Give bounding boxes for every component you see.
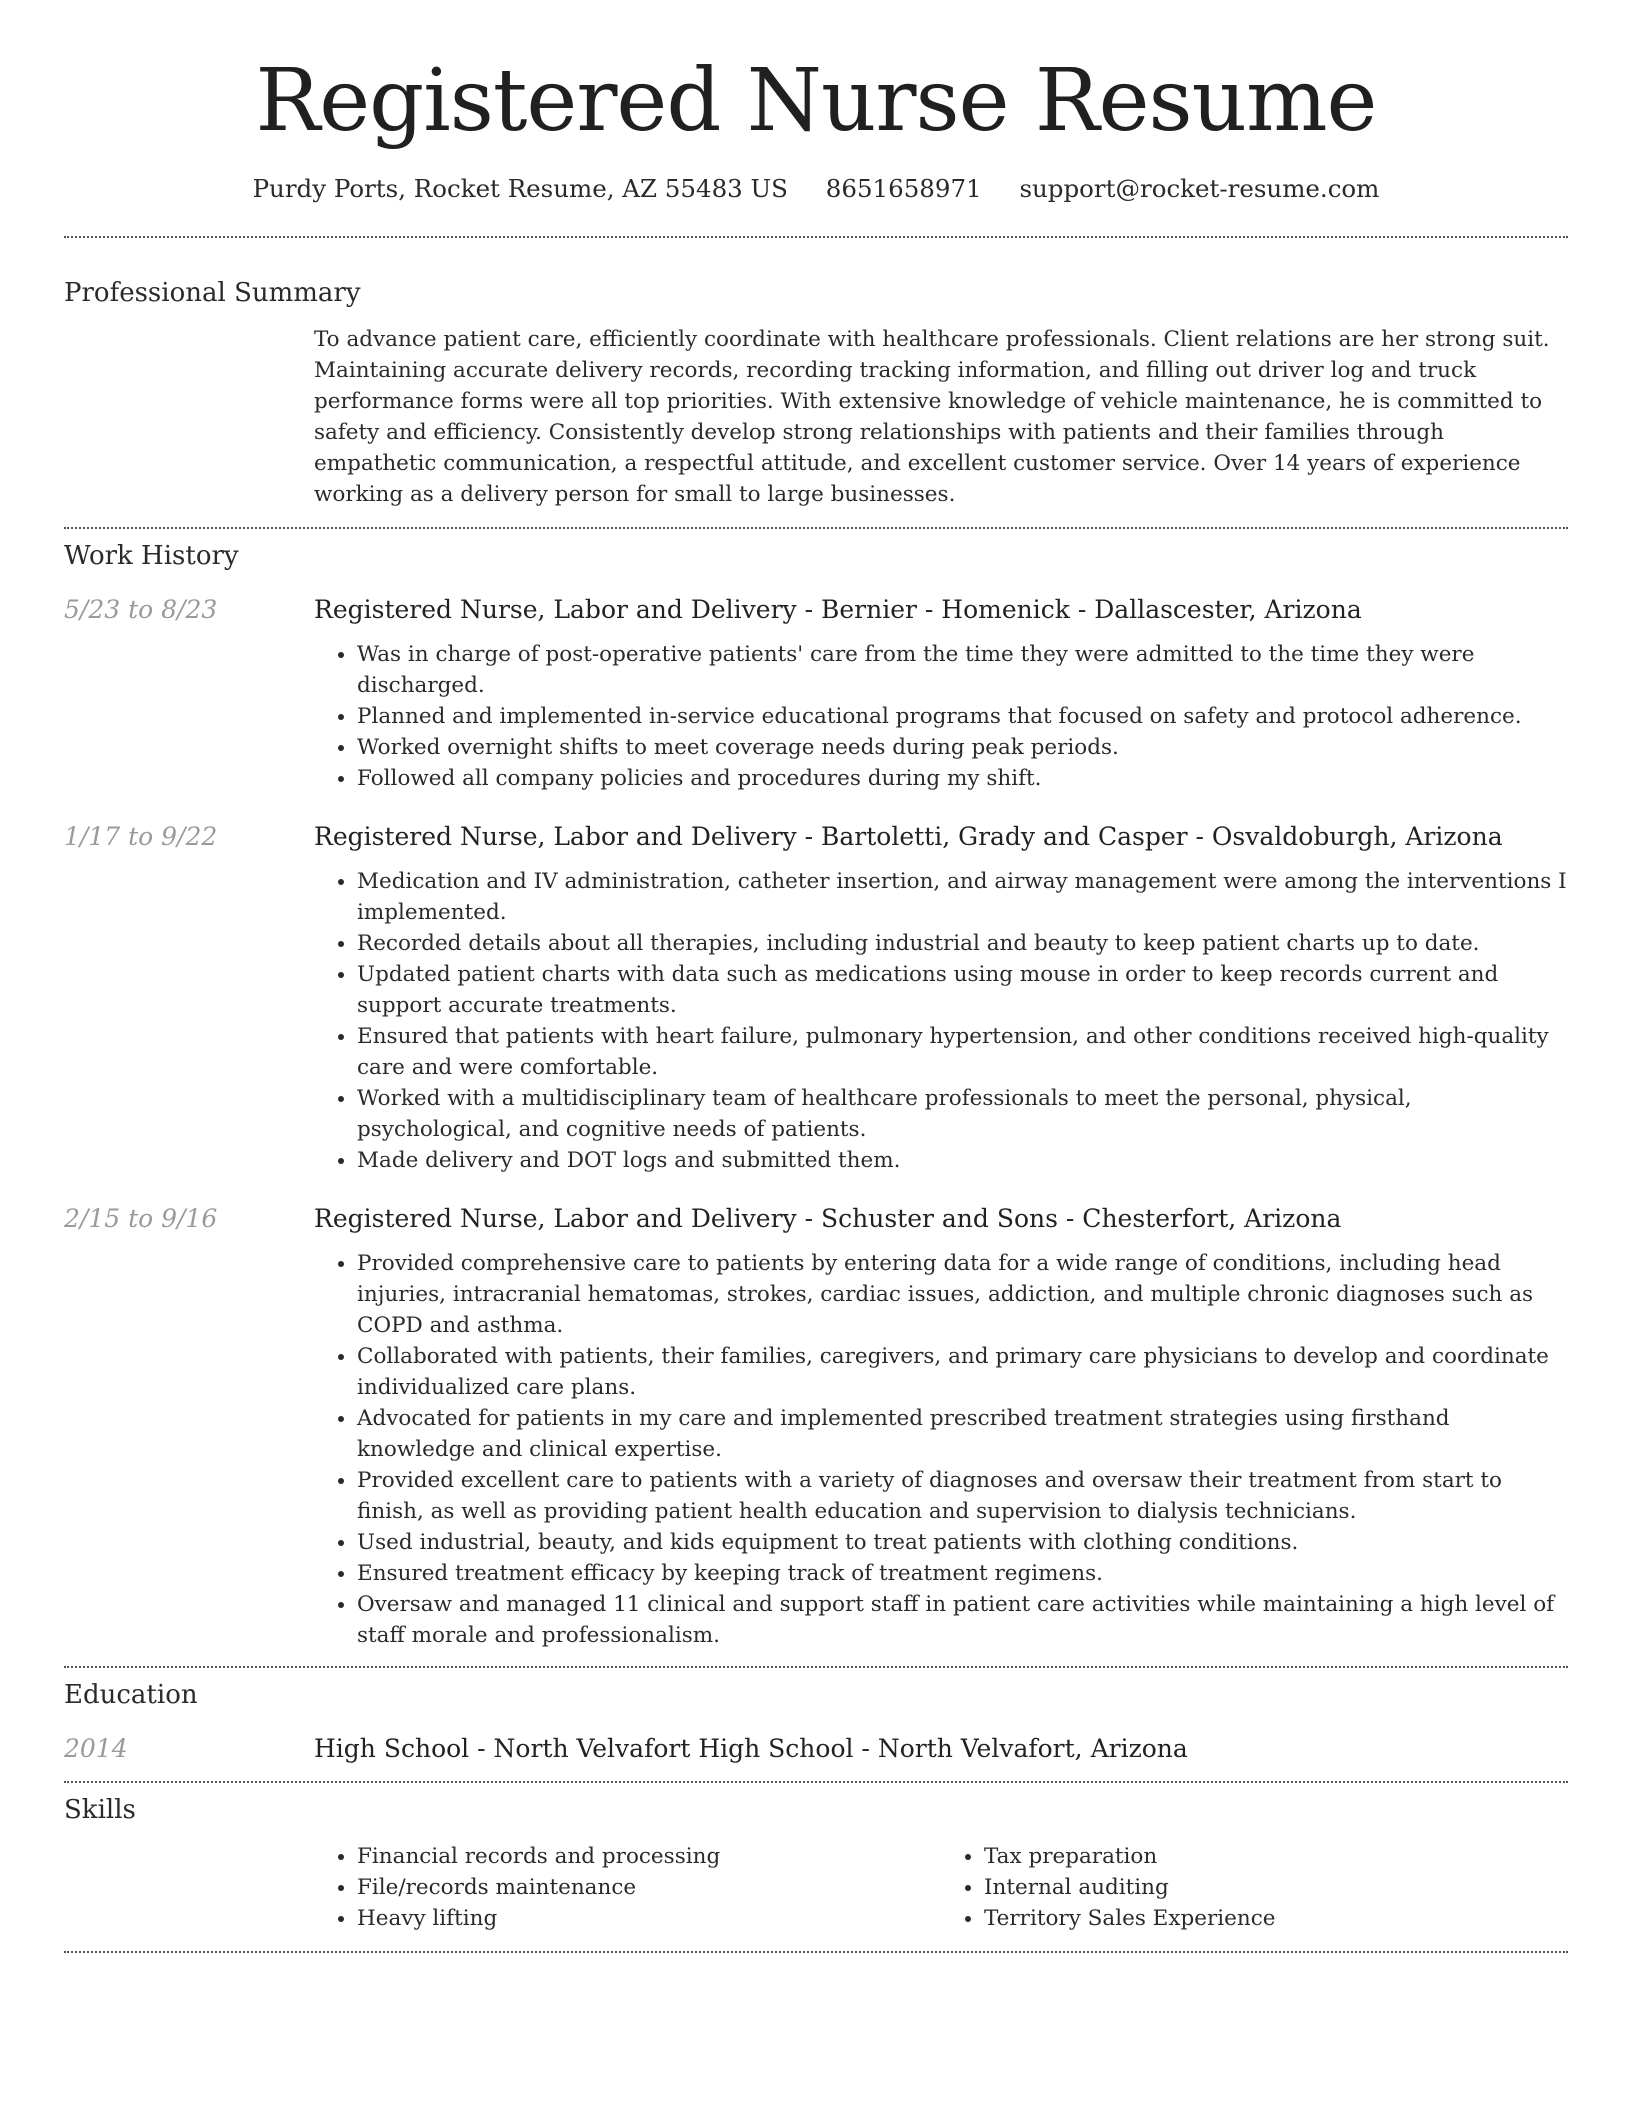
skills-column-left: [314, 1841, 941, 1934]
divider: [64, 1781, 1568, 1783]
list-item: • Made delivery and DOT logs and submitted them.: [357, 1145, 1568, 1176]
skills-heading: Skills: [64, 1795, 136, 1825]
job-title: Registered Nurse, Labor and Delivery - Schuster and Sons - Chesterfort, Arizona: [314, 1204, 1342, 1233]
contact-address: Purdy Ports, Rocket Resume, AZ 55483 US: [252, 174, 788, 203]
contact-line: [64, 174, 1568, 203]
list-item: • Provided excellent care to patients with a variety of diagnoses and oversaw their treatment from start to finish, as well as providing patient health education and supervision to dialysis technicians.: [357, 1465, 1568, 1527]
skills-column-right: [941, 1841, 1568, 1934]
list-item: • Worked with a multidisciplinary team of healthcare professionals to meet the personal, physical, psychological, and cognitive needs of patients.: [357, 1083, 1568, 1145]
divider: [64, 527, 1568, 529]
job-title: Registered Nurse, Labor and Delivery - Bartoletti, Grady and Casper - Osvaldoburgh, Arizona: [314, 822, 1503, 851]
divider: [64, 1666, 1568, 1668]
contact-phone: 8651658971: [825, 174, 982, 203]
education-title: High School - North Velvafort High School - North Velvafort, Arizona: [314, 1734, 1188, 1763]
list-item: • Advocated for patients in my care and implemented prescribed treatment strategies using firsthand knowledge and clinical expertise.: [357, 1403, 1568, 1465]
job-entry: [64, 595, 1568, 794]
job-bullets: [314, 639, 1568, 794]
job-bullets: [314, 1248, 1568, 1651]
skill-item: • Territory Sales Experience: [984, 1903, 1568, 1934]
list-item: • Followed all company policies and procedures during my shift.: [357, 763, 1568, 794]
list-item: • Ensured that patients with heart failure, pulmonary hypertension, and other conditions received high-quality care and were comfortable.: [357, 1021, 1568, 1083]
skills-list: [314, 1841, 1568, 1934]
skill-item: • File/records maintenance: [357, 1872, 941, 1903]
list-item: • Ensured treatment efficacy by keeping track of treatment regimens.: [357, 1558, 1568, 1589]
work-history-heading: Work History: [64, 541, 239, 571]
list-item: • Provided comprehensive care to patients by entering data for a wide range of conditions, including head injuries, intracranial hematomas, strokes, cardiac issues, addiction, and multiple chronic diagnoses such as COPD and asthma.: [357, 1248, 1568, 1341]
resume-page: [64, 0, 1568, 1953]
skill-item: • Heavy lifting: [357, 1903, 941, 1934]
education-heading: Education: [64, 1680, 198, 1710]
job-entry: [64, 822, 1568, 1176]
list-item: • Recorded details about all therapies, including industrial and beauty to keep patient charts up to date.: [357, 928, 1568, 959]
summary-text: To advance patient care, efficiently coordinate with healthcare professionals. Client relations are her strong suit. Maintaining accurate delivery records, recording tracking information, and filling out driver log and truck performance forms were all top priorities. With extensive knowledge of vehicle maintenance, he is committed to safety and efficiency. Consistently develop strong relationships with patients and their families through empathetic communication, a respectful attitude, and excellent customer service. Over 14 years of experience working as a delivery person for small to large businesses.: [314, 327, 1550, 507]
job-entry: [64, 1204, 1568, 1651]
job-title: Registered Nurse, Labor and Delivery - Bernier - Homenick - Dallascester, Arizona: [314, 595, 1362, 624]
divider: [64, 1951, 1568, 1953]
list-item: • Used industrial, beauty, and kids equipment to treat patients with clothing conditions.: [357, 1527, 1568, 1558]
contact-email: support@rocket-resume.com: [1019, 174, 1380, 203]
skill-item: • Financial records and processing: [357, 1841, 941, 1872]
job-dates: 5/23 to 8/23: [64, 595, 218, 624]
list-item: • Oversaw and managed 11 clinical and support staff in patient care activities while maintaining a high level of staff morale and professionalism.: [357, 1589, 1568, 1651]
list-item: • Collaborated with patients, their families, caregivers, and primary care physicians to develop and coordinate individualized care plans.: [357, 1341, 1568, 1403]
job-bullets: [314, 866, 1568, 1176]
list-item: • Was in charge of post-operative patients' care from the time they were admitted to the time they were discharged.: [357, 639, 1568, 701]
list-item: • Medication and IV administration, catheter insertion, and airway management were among the interventions I implemented.: [357, 866, 1568, 928]
skill-item: • Tax preparation: [984, 1841, 1568, 1872]
list-item: • Updated patient charts with data such as medications using mouse in order to keep records current and support accurate treatments.: [357, 959, 1568, 1021]
education-entry: [64, 1734, 1568, 1763]
divider: [64, 236, 1568, 238]
page-title: Registered Nurse Resume: [255, 51, 1377, 151]
summary-heading: Professional Summary: [64, 278, 361, 308]
job-dates: 1/17 to 9/22: [64, 822, 218, 851]
skill-item: • Internal auditing: [984, 1872, 1568, 1903]
list-item: • Planned and implemented in-service educational programs that focused on safety and protocol adherence.: [357, 701, 1568, 732]
list-item: • Worked overnight shifts to meet coverage needs during peak periods.: [357, 732, 1568, 763]
education-year: 2014: [64, 1734, 128, 1763]
job-dates: 2/15 to 9/16: [64, 1204, 218, 1233]
